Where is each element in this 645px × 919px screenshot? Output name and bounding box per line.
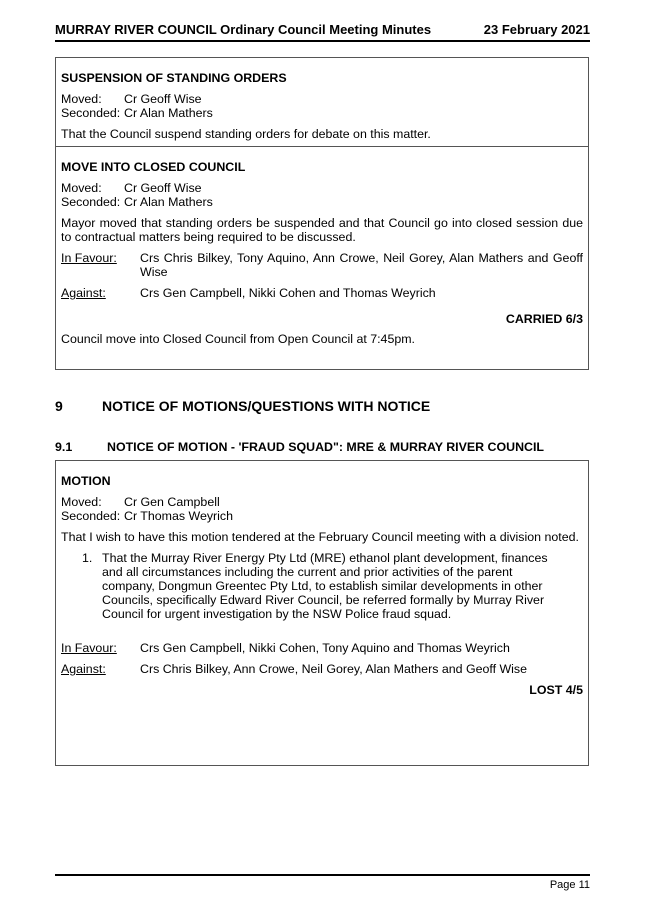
in-favour-row bbox=[61, 641, 583, 655]
in-favour-label: In Favour: bbox=[61, 251, 117, 265]
page-number: Page 11 bbox=[549, 879, 590, 891]
header-divider bbox=[55, 40, 590, 42]
suspension-resolution-box bbox=[55, 57, 589, 147]
seconded-row bbox=[61, 106, 583, 120]
against-row bbox=[61, 286, 583, 300]
resolution-text: That the Council suspend standing orders for debate on this matter. bbox=[61, 127, 431, 141]
footer-divider bbox=[55, 874, 590, 876]
seconded-label: Seconded: bbox=[61, 509, 121, 523]
closed-council-box bbox=[55, 146, 589, 370]
in-favour-row bbox=[61, 251, 583, 279]
seconded-row bbox=[61, 509, 583, 523]
section-title: NOTICE OF MOTIONS/QUESTIONS WITH NOTICE bbox=[102, 398, 431, 414]
moved-label: Moved: bbox=[61, 181, 102, 195]
list-item-text: That the Murray River Energy Pty Ltd (MRE) ethanol plant development, finances and all circumstances including the current and prior activities of the parent company, Dongmun Greentec Pty Ltd, to establish similar developments in other Councils, specifically Edward River Council, be referred formally by Murray River Council for urgent investigation by the NSW Police fraud squad. bbox=[102, 551, 548, 621]
against-value: Crs Gen Campbell, Nikki Cohen and Thomas Weyrich bbox=[140, 286, 436, 300]
document-title: MURRAY RIVER COUNCIL Ordinary Council Meeting Minutes bbox=[55, 22, 432, 37]
motion-text: That I wish to have this motion tendered at the February Council meeting with a division noted. bbox=[61, 530, 579, 544]
moved-row bbox=[61, 495, 583, 509]
in-favour-value: Crs Gen Campbell, Nikki Cohen, Tony Aquino and Thomas Weyrich bbox=[140, 641, 510, 655]
seconded-label: Seconded: bbox=[61, 106, 121, 120]
vote-result: CARRIED 6/3 bbox=[505, 312, 583, 326]
moved-value: Cr Geoff Wise bbox=[124, 181, 202, 195]
against-row bbox=[61, 662, 583, 676]
against-label: Against: bbox=[61, 662, 106, 676]
meeting-date: 23 February 2021 bbox=[483, 22, 590, 37]
vote-result: LOST 4/5 bbox=[529, 683, 583, 697]
against-label: Against: bbox=[61, 286, 106, 300]
in-favour-value: Crs Chris Bilkey, Tony Aquino, Ann Crowe, Neil Gorey, Alan Mathers and Geoff Wise bbox=[140, 251, 583, 279]
against-value: Crs Chris Bilkey, Ann Crowe, Neil Gorey, Alan Mathers and Geoff Wise bbox=[140, 662, 528, 676]
subsection-number: 9.1 bbox=[55, 440, 73, 454]
seconded-row bbox=[61, 195, 583, 209]
section-number: 9 bbox=[55, 398, 63, 414]
moved-row bbox=[61, 181, 583, 195]
list-item-number: 1. bbox=[82, 551, 93, 565]
moved-row bbox=[61, 92, 583, 106]
moved-label: Moved: bbox=[61, 92, 102, 106]
moved-value: Cr Geoff Wise bbox=[124, 92, 202, 106]
in-favour-label: In Favour: bbox=[61, 641, 117, 655]
suspension-title: SUSPENSION OF STANDING ORDERS bbox=[61, 71, 287, 85]
resolution-text: Mayor moved that standing orders be suspended and that Council go into closed session due to contractual matters being required to be discussed. bbox=[61, 216, 583, 244]
motion-title: MOTION bbox=[61, 474, 111, 488]
subsection-title: NOTICE OF MOTION - 'FRAUD SQUAD": MRE & MURRAY RIVER COUNCIL bbox=[107, 440, 544, 454]
page-header bbox=[55, 22, 590, 37]
closed-council-note: Council move into Closed Council from Open Council at 7:45pm. bbox=[61, 332, 415, 346]
closed-council-title: MOVE INTO CLOSED COUNCIL bbox=[61, 160, 246, 174]
motion-box bbox=[55, 460, 589, 766]
seconded-value: Cr Alan Mathers bbox=[124, 195, 213, 209]
moved-value: Cr Gen Campbell bbox=[124, 495, 220, 509]
section-heading bbox=[55, 398, 590, 414]
seconded-value: Cr Alan Mathers bbox=[124, 106, 213, 120]
seconded-value: Cr Thomas Weyrich bbox=[124, 509, 234, 523]
moved-label: Moved: bbox=[61, 495, 102, 509]
seconded-label: Seconded: bbox=[61, 195, 121, 209]
subsection-heading bbox=[55, 440, 590, 454]
list-item bbox=[61, 551, 583, 621]
